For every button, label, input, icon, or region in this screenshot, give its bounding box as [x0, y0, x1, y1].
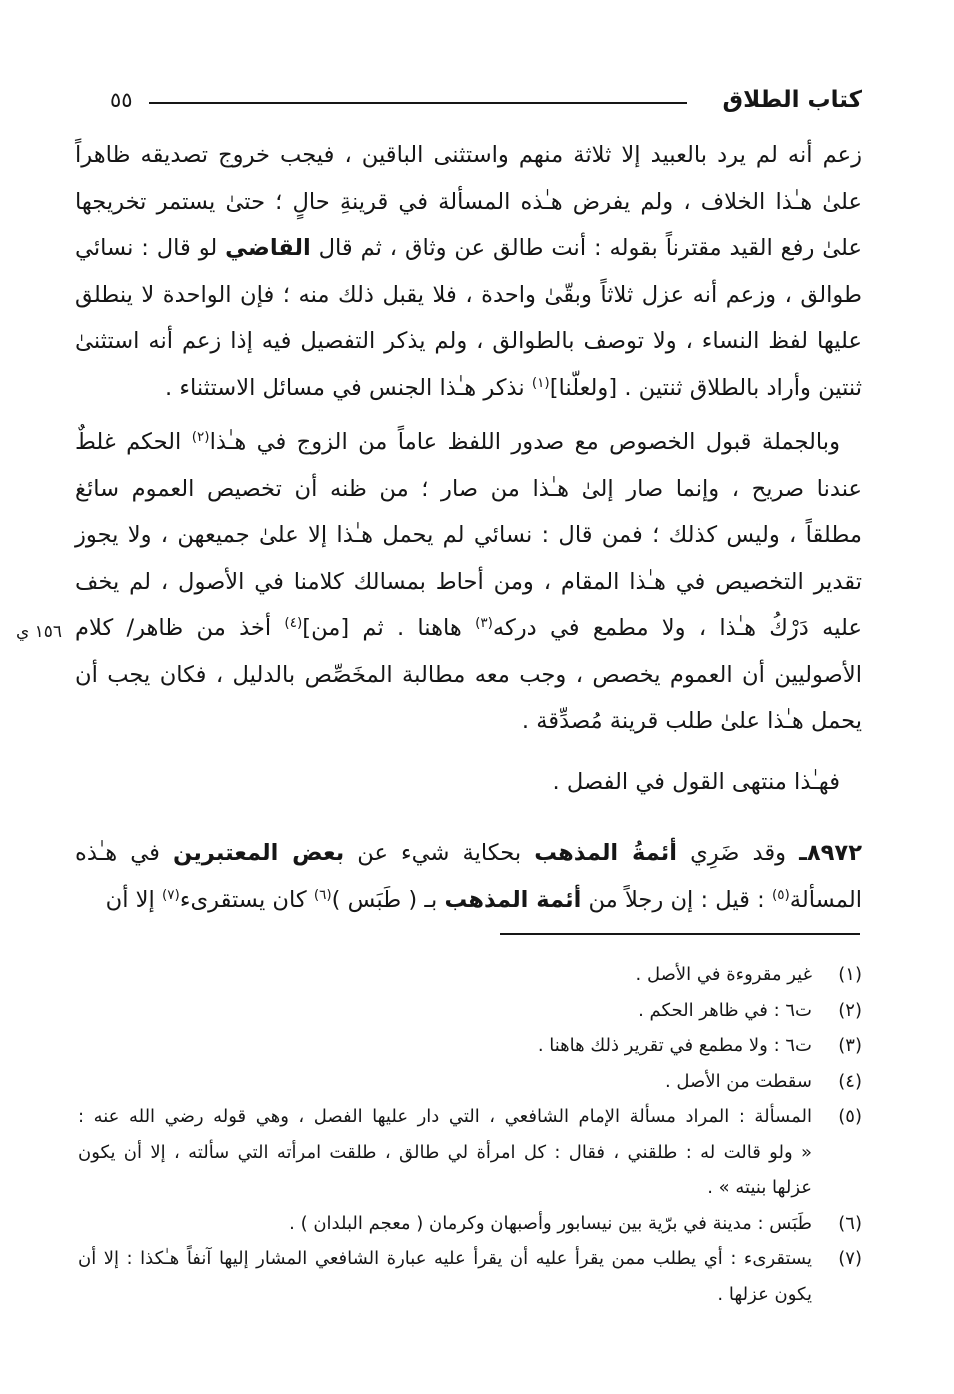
footnote-line-content: غير مقروءة في الأصل .: [635, 964, 812, 985]
footnote-line: [78, 1277, 812, 1313]
footnote-line-content: طَبَس : مدينة في برّية بين نيسابور وأصبهان وكرمان ( معجم البلدان ) .: [289, 1212, 812, 1234]
chapter-title: كتاب الطلاق: [722, 87, 862, 113]
footnote-reference: (٤): [284, 614, 303, 631]
footnote-line: [78, 1135, 812, 1171]
text-run: زعم أنه لم يرد بالعبيد إلا ثلاثة منهم واستثنى الباقين ، فيجب خروج تصديقه ظاهراً: [75, 142, 862, 168]
footnote-reference: (٣): [475, 614, 493, 631]
text-line: [75, 419, 862, 466]
line-content: [75, 522, 862, 548]
paragraph-continued: [75, 132, 862, 411]
footnote-text: [78, 1206, 812, 1242]
footnote: [78, 957, 862, 993]
text-run: عليها لفظ النساء ، ولا توصف بالطوالق ، ولم يذكر التفصيل فيه إذا زعم أنه استثنىٰ: [75, 328, 862, 354]
footnote-text: [78, 1241, 812, 1312]
footnote-line: [78, 1206, 812, 1242]
footnote-reference: (٢): [191, 428, 210, 445]
footnote-text: [78, 957, 812, 993]
line-content: [75, 569, 862, 595]
footnote-line-content: ت٦ : ولا مطمع في تقرير ذلك هاهنا .: [537, 1035, 812, 1056]
text-line: [75, 272, 862, 319]
text-run: كان يستقرىء: [179, 886, 314, 913]
bold-text-run: القاضي: [225, 235, 311, 261]
text-run: وبالجملة قبول الخصوص مع صدور اللفظ عاماً من الزوج في هـٰذا: [209, 429, 840, 455]
bold-text-run: ٨٩٧٢ـ: [799, 840, 862, 866]
text-run: تقدير التخصيص في هـٰذا المقام ، ومن أحاط بمسالك كلامنا في الأصول ، لم يخف: [75, 568, 862, 595]
footnote-line-content: يستقرىء : أي يطلب ممن يقرأ عليه أن يقرأ عليه عبارة الشافعي المشار إليها آنفاً هـٰكذا : إلا أن: [78, 1248, 812, 1269]
footnote-number: (٦): [838, 1212, 862, 1234]
line-content: [553, 769, 840, 795]
text-run: بـ ( طَبَس ): [331, 886, 445, 913]
page-number: ٥٥: [110, 88, 133, 112]
text-run: عندنا صريح ، وإنما صار إلىٰ هـٰذا من صار ؛ من ظنه أن تخصيص العموم سائغ: [75, 475, 862, 502]
footnote: [78, 1099, 862, 1206]
paragraph: [75, 419, 862, 745]
text-line: [75, 877, 862, 924]
bold-text-run: أئمةُ المذهب: [534, 840, 677, 866]
text-line: [75, 830, 862, 877]
text-run: مطلقاً ، وليس كذلك ؛ فمن قال : نسائي لم يحمل هـٰذا إلا علىٰ جميعهن ، ولا يجوز: [75, 522, 862, 548]
line-content: [75, 840, 862, 866]
footnote-text: [78, 1064, 812, 1100]
footnote-line-content: « ولو قالت له : طلقني ، فقال : كل امرأة لي طالق ، طلقت امرأته التي سألته ، إلا أن يكون: [78, 1141, 812, 1163]
footnote: [78, 1206, 862, 1242]
text-run: وقد ضَرِي: [677, 840, 800, 866]
text-run: : قيل : إن رجلاً من: [581, 886, 772, 913]
footnote: [78, 1028, 862, 1064]
text-run: عليه دَرْكُ هـٰذا ، ولا مطمع في دركه: [492, 615, 862, 641]
footnote-line: [78, 1170, 812, 1206]
line-content: [75, 615, 862, 641]
text-run: هاهنا . ثم [من]: [302, 615, 476, 641]
text-line: [75, 559, 862, 606]
text-run: علىٰ هـٰذا الخلاف ، ولم يفرض هـٰذه المسألة في قرينةِ حالٍ ؛ حتىٰ يستمر تخريجها: [75, 188, 862, 215]
footnote-line-content: المسألة : المراد مسألة الإمام الشافعي ، التي دار عليها الفصل ، وهي قوله رضي الله عنه :: [78, 1106, 812, 1127]
text-run: يحمل هـٰذا علىٰ طلب قرينة مُصدِّقة .: [521, 708, 862, 734]
manuscript-folio-note: ١٥٦ ي: [15, 622, 63, 642]
footnote-text: [78, 1028, 812, 1064]
line-content: [75, 328, 862, 354]
footnote-reference: (٧): [161, 886, 180, 903]
footnote: [78, 993, 862, 1029]
text-run: في هـٰذه: [75, 840, 174, 866]
footnote-text: [78, 993, 812, 1029]
footnote-number: (٣): [838, 1035, 862, 1056]
line-content: [75, 429, 840, 455]
footnote-line-content: سقطت من الأصل .: [664, 1070, 812, 1092]
text-run: إلا أن: [105, 886, 162, 913]
line-content: [75, 662, 862, 688]
footnote-line: [78, 1099, 812, 1135]
footnote-line-content: ت٦ : في ظاهر الحكم .: [638, 999, 812, 1021]
text-line: [75, 605, 862, 652]
footnote-reference: (٥): [771, 886, 790, 903]
footnote-line: [78, 1064, 812, 1100]
text-line: [75, 225, 862, 272]
text-run: طوالق ، وزعم أنه عزل ثلاثاً وبقّىٰ واحدة ، فلا يقبل ذلك منه ؛ فإن الواحدة لا ينطلق: [75, 281, 862, 308]
text-run: نذكر هـٰذا الجنس في مسائل الاستثناء .: [165, 374, 532, 401]
line-content: [75, 142, 862, 168]
line-content: [165, 375, 862, 401]
footnote: [78, 1241, 862, 1312]
text-run: لو قال : نسائي: [75, 235, 226, 261]
footnote-number: (٢): [838, 999, 862, 1021]
text-line: [75, 759, 862, 806]
line-content: [106, 887, 862, 913]
footnote-line: [78, 1028, 812, 1064]
footnote-line: [78, 957, 812, 993]
footnote: [78, 1064, 862, 1100]
text-line: [75, 132, 862, 179]
line-content: [75, 476, 862, 502]
footnote-line-content: يكون عزلها .: [717, 1283, 812, 1305]
paragraph: [75, 759, 862, 806]
footnote-number: (٧): [838, 1248, 862, 1269]
footnote-line: [78, 993, 812, 1029]
footnote-line-content: عزلها بنيته » .: [707, 1177, 812, 1198]
text-run: الحكم غلطٌ: [75, 429, 192, 455]
text-line: [75, 652, 862, 699]
footnote-number: (٥): [838, 1106, 862, 1127]
footnotes: [78, 957, 862, 1312]
text-run: الأصوليين أن العموم يخصص ، وجب معه مطالبة المخَصِّص بالدليل ، فكان يجب أن: [75, 661, 862, 688]
text-line: [75, 698, 862, 745]
text-run: ثنتين وأراد بالطلاق ثنتين . [ولعلّنا]: [549, 374, 862, 401]
bold-text-run: بعض المعتبرين: [173, 840, 345, 866]
text-run: علىٰ رفع القيد مقترناً بقوله : أنت طالق عن وثاق ، ثم قال: [310, 235, 862, 261]
line-content: [522, 708, 862, 734]
footnote-line: [78, 1241, 812, 1277]
footnote-reference: (٦): [313, 886, 332, 903]
bold-text-run: أئمة المذهب: [444, 886, 582, 913]
line-content: [75, 189, 862, 215]
text-run: فهـٰذا منتهى القول في الفصل .: [552, 769, 840, 795]
text-line: [75, 466, 862, 513]
footnote-reference: (١): [531, 374, 550, 391]
text-line: [75, 179, 862, 226]
text-run: بحكاية شيء عن: [344, 840, 535, 866]
line-content: [75, 235, 862, 261]
text-line: [75, 365, 862, 412]
footnote-text: [78, 1099, 812, 1206]
footnote-separator: [500, 933, 860, 935]
text-run: أخذ من ظاهر/ كلام: [75, 615, 285, 641]
footnote-number: (٤): [838, 1070, 862, 1092]
text-run: المسألة: [789, 886, 862, 913]
text-line: [75, 318, 862, 365]
line-content: [75, 282, 862, 308]
numbered-paragraph: [75, 830, 862, 923]
text-line: [75, 512, 862, 559]
footnote-number: (١): [838, 964, 862, 985]
